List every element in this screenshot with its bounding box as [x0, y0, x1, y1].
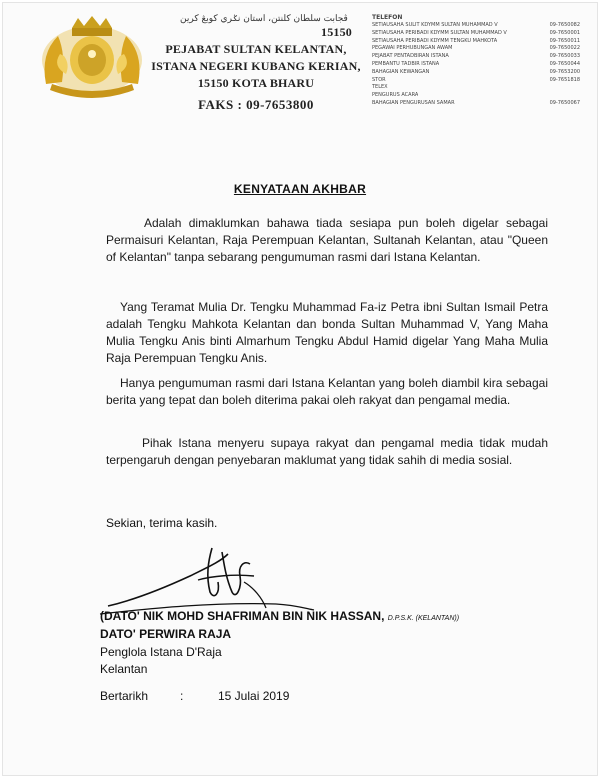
paragraph-3: Hanya pengumuman rasmi dari Istana Kelantan yang boleh diambil kira sebagai berita yang tepat dan boleh diterima pakai oleh rakyat dan pengamal media. [106, 376, 548, 407]
contacts-header: TELEFON [372, 14, 403, 21]
document-heading: KENYATAAN AKHBAR [233, 182, 367, 196]
closing-line: Sekian, terima kasih. [106, 516, 218, 530]
city-line: 15150 KOTA BHARU [197, 76, 315, 90]
date-colon: : [180, 689, 184, 703]
palace-name: ISTANA NEGERI KUBANG KERIAN, [151, 59, 361, 73]
date-value: 15 Julai 2019 [218, 689, 290, 703]
contact-row: PEGAWAI PERHUBUNGAN AWAM 09-7650022 [372, 45, 580, 52]
signer-title: DATO' PERWIRA RAJA [100, 627, 232, 641]
signer-honours: D.P.S.K. (KELANTAN)) [387, 615, 460, 622]
paragraph-4: Pihak Istana menyeru supaya rakyat dan pengamal media tidak mudah terpengaruh dengan penyebaran maklumat yang tidak sahih di media sosial. [106, 436, 548, 467]
contact-row: PEMBANTU TADBIR ISTANA 09-7650044 [372, 60, 580, 67]
paragraph-1: Adalah dimaklumkan bahawa tiada sesiapa pun boleh digelar sebagai Permaisuri Kelantan, Raja Perempuan Kelantan, Sultanah Kelantan, atau "Queen of Kelantan" tanpa sebarang pengumuman rasmi dari Istana Kelantan. [106, 216, 548, 264]
contact-row: PENGURUS ACARA [372, 92, 419, 99]
postcode-top: 15150 [321, 25, 352, 39]
contact-directory [372, 14, 580, 108]
date-label: Bertarikh [100, 689, 149, 703]
paragraph-2: Yang Teramat Mulia Dr. Tengku Muhammad Fa-iz Petra ibni Sultan Ismail Petra adalah Tengku Mahkota Kelantan dan bonda Sultan Muhammad V, Yang Maha Mulia Tengku Anis binti Almarhum Tengku Abdul Hamid digelar Yang Maha Mulia Raja Perempuan Tengku Anis. [106, 300, 548, 365]
contact-row: STOR 09-7651818 [372, 76, 580, 83]
press-release-page [2, 2, 598, 776]
fax-number: FAKS : 09-7653800 [198, 97, 314, 112]
contact-row: PEJABAT PENTADBIRAN ISTANA 09-7650033 [372, 53, 580, 60]
date-line [100, 689, 290, 703]
contact-row: BAHAGIAN PENGURUSAN SAMAR 09-7650067 [372, 99, 580, 106]
signer-position: Penglola Istana D'Raja [100, 645, 222, 659]
contact-row: TELEX [372, 84, 388, 91]
contact-row: BAHAGIAN KEWANGAN 09-7653200 [372, 68, 580, 75]
office-name: PEJABAT SULTAN KELANTAN, [165, 42, 347, 56]
contact-row: SETIAUSAHA SULIT KDYMM SULTAN MUHAMMAD V 09-7650082 [372, 22, 580, 28]
contact-row: SETIAUSAHA PERIBADI KDYMM TENGKU MAHKOTA 09-7650011 [372, 37, 580, 44]
letterhead-address [150, 24, 362, 113]
jawi-header-text: ڤجابت سلطان كلنتن، استان نݢري كوبڠ كرين [180, 14, 348, 24]
contact-row: SETIAUSAHA PERIBADI KDYMM SULTAN MUHAMMAD V 09-7650001 [372, 29, 580, 36]
signer-name: (DATO' NIK MOHD SHAFRIMAN BIN NIK HASSAN, D.P.S.K. (KELANTAN)) [100, 609, 460, 623]
royal-crest-logo [36, 14, 148, 100]
signer-place: Kelantan [100, 662, 148, 676]
